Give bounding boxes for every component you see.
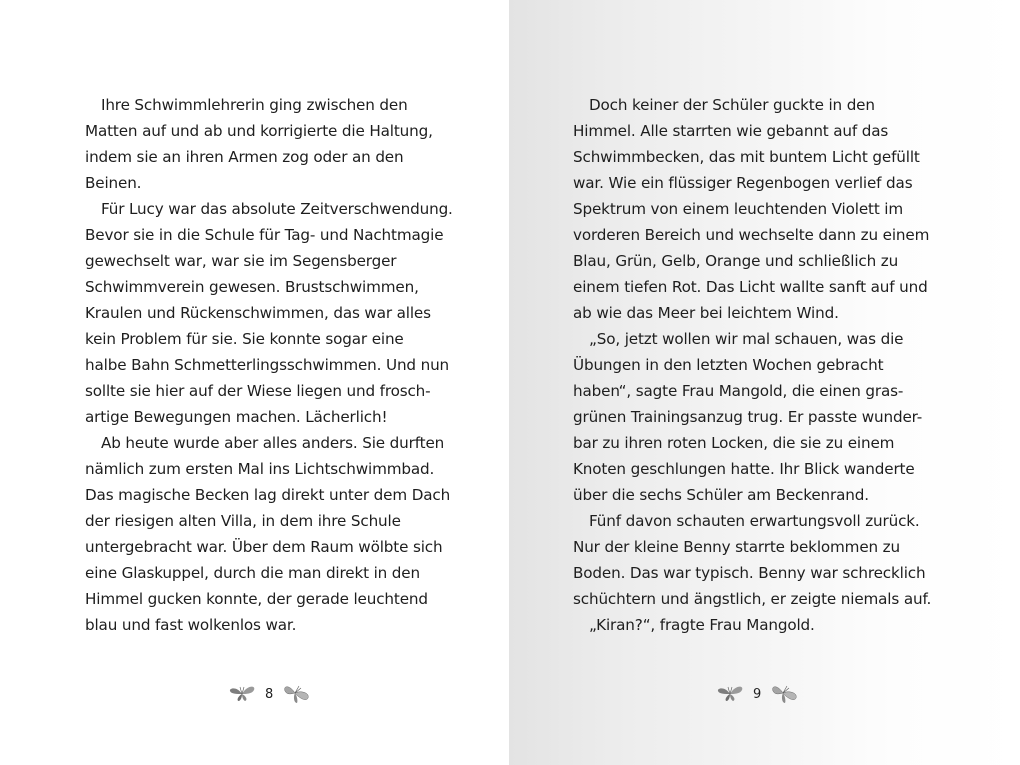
- text-line: Bevor sie in die Schule für Tag- und Nachtmagie: [85, 226, 444, 244]
- text-line: bar zu ihren roten Locken, die sie zu einem: [573, 434, 895, 452]
- text-line: Blau, Grün, Gelb, Orange und schließlich zu: [573, 252, 899, 270]
- butterfly-icon: [715, 682, 745, 706]
- page-number: 8: [265, 686, 274, 702]
- text-line: Schwimmbecken, das mit buntem Licht gefüllt: [573, 148, 920, 166]
- text-line: Doch keiner der Schüler guckte in den: [589, 96, 875, 114]
- text-line: über die sechs Schüler am Beckenrand.: [573, 486, 869, 504]
- text-line: gewechselt war, war sie im Segensberger: [85, 252, 397, 270]
- text-line: Ihre Schwimmlehrerin ging zwischen den: [101, 96, 408, 114]
- text-line: blau und fast wolkenlos war.: [85, 616, 297, 634]
- text-line: Nur der kleine Benny starrte beklommen zu: [573, 538, 900, 556]
- text-line: halbe Bahn Schmetterlingsschwimmen. Und nun: [85, 356, 450, 374]
- text-line: Schwimmverein gewesen. Brustschwimmen,: [85, 278, 419, 296]
- right-page-footer: [715, 682, 799, 706]
- text-line: „So, jetzt wollen wir mal schauen, was die: [589, 330, 904, 348]
- left-page-footer: [227, 682, 311, 706]
- text-line: war. Wie ein flüssiger Regenbogen verlief das: [573, 174, 913, 192]
- text-line: Kraulen und Rückenschwimmen, das war alles: [85, 304, 431, 322]
- text-line: Himmel gucken konnte, der gerade leuchtend: [85, 590, 428, 608]
- right-page-text: [573, 92, 931, 638]
- left-page: [0, 0, 509, 765]
- text-line: einem tiefen Rot. Das Licht wallte sanft auf und: [573, 278, 928, 296]
- text-line: Spektrum von einem leuchtenden Violett im: [573, 200, 904, 218]
- text-line: haben“, sagte Frau Mangold, die einen gras-: [573, 382, 904, 400]
- text-line: Übungen in den letzten Wochen gebracht: [573, 356, 884, 374]
- text-line: Matten auf und ab und korrigierte die Haltung,: [85, 122, 433, 140]
- text-line: ab wie das Meer bei leichtem Wind.: [573, 304, 839, 322]
- text-line: sollte sie hier auf der Wiese liegen und frosch-: [85, 382, 431, 400]
- text-line: Für Lucy war das absolute Zeitverschwendung.: [101, 200, 453, 218]
- text-line: kein Problem für sie. Sie konnte sogar eine: [85, 330, 404, 348]
- right-page: [509, 0, 1020, 765]
- text-line: nämlich zum ersten Mal ins Lichtschwimmbad.: [85, 460, 435, 478]
- text-line: Ab heute wurde aber alles anders. Sie durften: [101, 434, 445, 452]
- text-line: Beinen.: [85, 174, 142, 192]
- text-line: der riesigen alten Villa, in dem ihre Schule: [85, 512, 401, 530]
- page-number: 9: [753, 686, 762, 702]
- text-line: artige Bewegungen machen. Lächerlich!: [85, 408, 388, 426]
- text-line: grünen Trainingsanzug trug. Er passte wunder-: [573, 408, 923, 426]
- text-line: Das magische Becken lag direkt unter dem Dach: [85, 486, 451, 504]
- text-line: Fünf davon schauten erwartungsvoll zurück.: [589, 512, 920, 530]
- butterfly-icon: [769, 682, 799, 706]
- text-line: Boden. Das war typisch. Benny war schrecklich: [573, 564, 926, 582]
- text-line: Himmel. Alle starrten wie gebannt auf das: [573, 122, 889, 140]
- butterfly-icon: [227, 682, 257, 706]
- text-line: Knoten geschlungen hatte. Ihr Blick wanderte: [573, 460, 915, 478]
- text-line: untergebracht war. Über dem Raum wölbte sich: [85, 538, 443, 556]
- text-line: vorderen Bereich und wechselte dann zu einem: [573, 226, 930, 244]
- text-line: schüchtern und ängstlich, er zeigte niemals auf.: [573, 590, 932, 608]
- left-page-text: [85, 92, 453, 638]
- text-line: indem sie an ihren Armen zog oder an den: [85, 148, 404, 166]
- text-line: eine Glaskuppel, durch die man direkt in den: [85, 564, 420, 582]
- text-line: „Kiran?“, fragte Frau Mangold.: [589, 616, 815, 634]
- butterfly-icon: [281, 682, 311, 706]
